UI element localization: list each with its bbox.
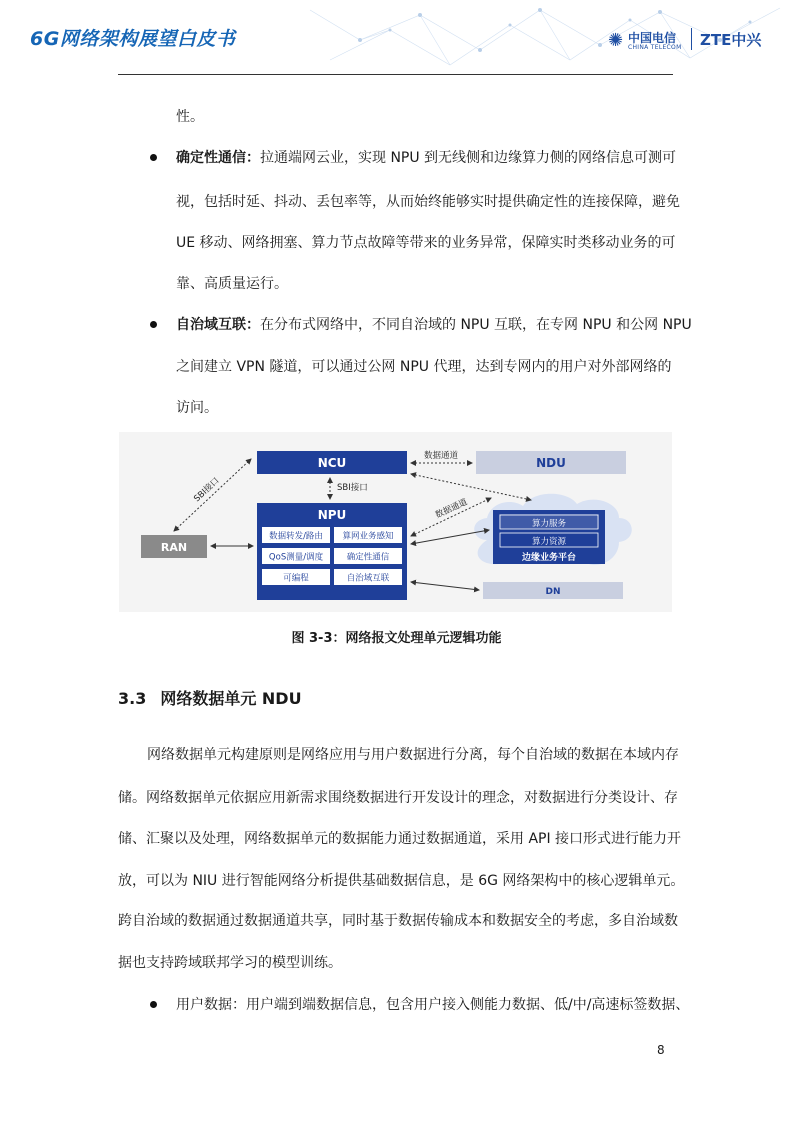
- npu-function-label: 算网业务感知: [342, 531, 394, 542]
- ndu-label: NDU: [536, 456, 566, 470]
- paragraph-line: 放，可以为 NIU 进行智能网络分析提供基础数据信息，是 6G 网络架构中的核心逻辑单元。: [118, 873, 685, 889]
- zte-logo: ZTE中兴: [700, 31, 762, 49]
- bullet-term: 自治域互联：: [176, 317, 260, 333]
- dn-label: DN: [545, 587, 561, 597]
- bullet-line: 用户数据：用户端到端数据信息，包含用户接入侧能力数据、低/中/高速标签数据、: [176, 997, 690, 1013]
- bullet-line: [176, 315, 692, 335]
- bullet-line: 视，包括时延、抖动、丢包率等，从而始终能够实时提供确定性的连接保障，避免: [176, 194, 680, 210]
- ncu-label: NCU: [317, 456, 347, 470]
- bullet-line: [176, 148, 676, 168]
- data-channel-top-label: 数据通道: [423, 451, 459, 461]
- logo-separator: [691, 28, 692, 50]
- bullet-point: [150, 321, 157, 328]
- paragraph-line: 网络数据单元构建原则是网络应用与用户数据进行分离，每个自治域的数据在本域内存: [147, 747, 679, 763]
- paragraph-line: 储、汇聚以及处理，网络数据单元的数据能力通过数据通道，采用 API 接口形式进行能力开: [118, 831, 682, 847]
- edge-resource-label: 算力资源: [531, 537, 567, 547]
- header-rule: [118, 74, 673, 75]
- china-telecom-logo: [608, 28, 686, 54]
- npu-function-label: 数据转发/路由: [269, 531, 323, 542]
- bullet-line: UE 移动、网络拥塞、算力节点故障等带来的业务异常，保障实时类移动业务的可: [176, 235, 676, 251]
- china-telecom-logo-cn: 中国电信: [628, 31, 677, 45]
- ran-ncu-sbi-link: [174, 459, 251, 531]
- npu-function-label: 自治域互联: [346, 573, 390, 584]
- section-number: 3.3: [118, 689, 147, 708]
- paragraph-line: 据也支持跨域联邦学习的模型训练。: [118, 955, 342, 971]
- bullet-point: [150, 154, 157, 161]
- edge-service-label: 算力服务: [531, 519, 567, 529]
- section-heading: [118, 686, 302, 709]
- npu-function-label: 确定性通信: [346, 552, 390, 563]
- page-number: 8: [657, 1043, 665, 1057]
- sbi-left-label: SBI接口: [192, 475, 222, 505]
- npu-label: NPU: [317, 508, 347, 522]
- bullet-point: [150, 1001, 157, 1008]
- sbi-mid-label: SBI接口: [337, 483, 368, 493]
- section-title: 网络数据单元 NDU: [160, 689, 302, 708]
- paragraph-line: 性。: [176, 109, 204, 125]
- npu-function-label: 可编程: [283, 573, 309, 584]
- npu-logic-diagram: [119, 432, 672, 612]
- china-telecom-logo-en: CHINA TELECOM: [628, 44, 682, 51]
- bullet-text: 在分布式网络中，不同自治域的 NPU 互联，在专网 NPU 和公网 NPU: [260, 317, 692, 333]
- ran-label: RAN: [160, 541, 188, 554]
- bullet-term: 确定性通信：: [176, 150, 260, 166]
- china-telecom-logo-icon: ✺: [608, 30, 624, 51]
- data-channel-diag-label: 数据通道: [434, 497, 470, 521]
- bullet-line: 靠、高质量运行。: [176, 276, 288, 292]
- figure-caption: 图 3-3：网络报文处理单元逻辑功能: [291, 631, 502, 646]
- header-title: 6G网络架构展望白皮书: [30, 28, 236, 50]
- bullet-line: 访问。: [176, 400, 218, 416]
- bullet-line: 之间建立 VPN 隧道，可以通过公网 NPU 代理，达到专网内的用户对外部网络的: [176, 359, 672, 375]
- npu-edge-link: [411, 530, 489, 544]
- npu-function-label: QoS测量/调度: [268, 552, 324, 563]
- paragraph-line: 跨自治域的数据通过数据通道共享，同时基于数据传输成本和数据安全的考虑，多自治域数: [118, 913, 678, 929]
- paragraph-line: 储。网络数据单元依据应用新需求围绕数据进行开发设计的理念，对数据进行分类设计、存: [118, 790, 678, 806]
- edge-platform-label: 边缘业务平台: [521, 553, 577, 563]
- ncu-edge-link: [411, 474, 531, 500]
- bullet-text: 拉通端网云业，实现 NPU 到无线侧和边缘算力侧的网络信息可测可: [260, 150, 677, 166]
- npu-dn-link: [411, 582, 479, 590]
